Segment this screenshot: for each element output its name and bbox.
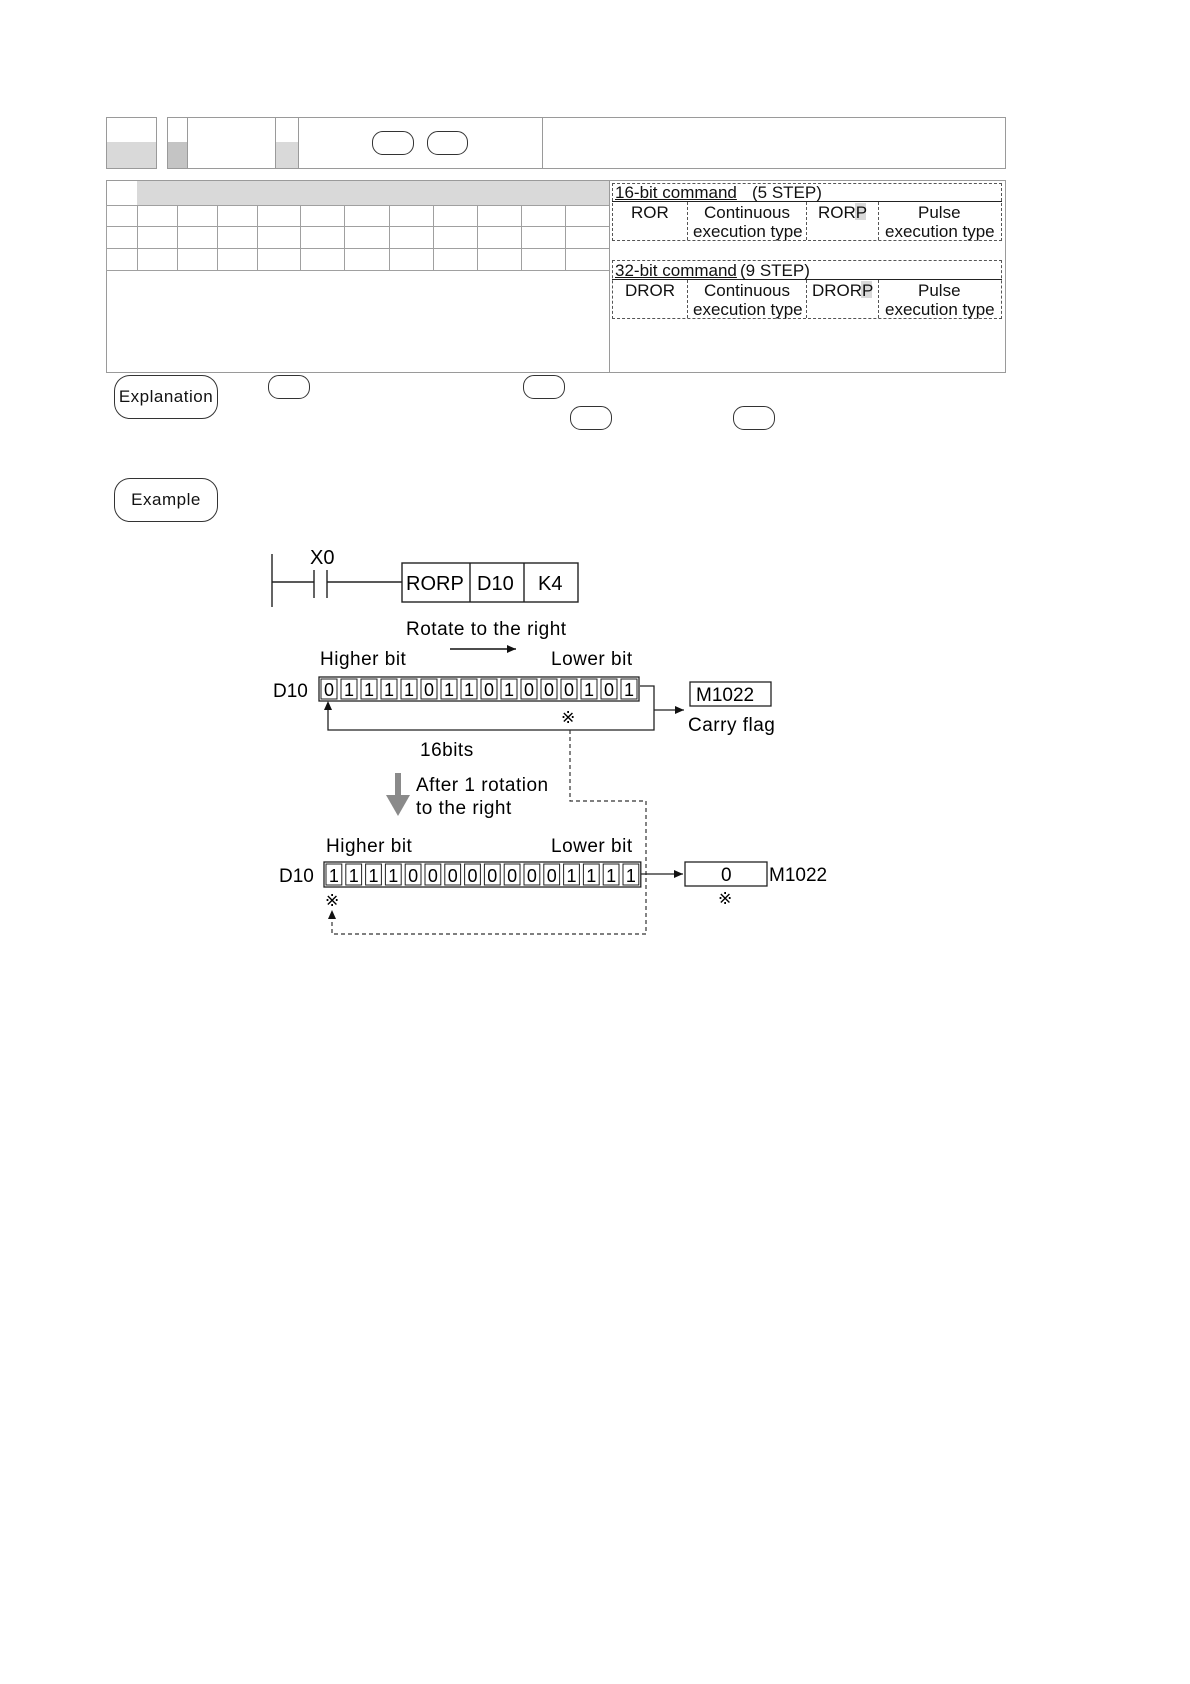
- cmd16-continuous-type-2: execution type: [693, 222, 803, 241]
- rotation-caption-2: to the right: [416, 798, 512, 819]
- bit-after-bit: 0: [487, 866, 498, 886]
- explanation-label: Explanation: [114, 375, 218, 419]
- carry-flag-device-top: M1022: [696, 685, 755, 706]
- feedback-arrow-top-icon: [324, 701, 332, 710]
- register-label-bottom: D10: [279, 866, 314, 887]
- bits-before-register: [319, 677, 639, 701]
- bit-before-bit: 1: [363, 680, 375, 700]
- bit-before-bit: 0: [423, 680, 435, 700]
- cmd16-pulse-type-1: Pulse: [918, 203, 961, 222]
- bit-after-bit: 0: [507, 866, 518, 886]
- bit-after-bit: 1: [328, 866, 339, 886]
- carry-flag-device-bottom: M1022: [769, 865, 828, 886]
- bit-after-bit: 1: [388, 866, 399, 886]
- rotation-caption-1: After 1 rotation: [416, 775, 549, 796]
- instruction-src: D10: [477, 573, 514, 595]
- bit-before-bit: 0: [543, 680, 555, 700]
- rotate-caption: Rotate to the right: [406, 619, 567, 640]
- bit-before-bit: 1: [443, 680, 455, 700]
- bit-after-bit: 1: [586, 866, 597, 886]
- bit-after-bit: 0: [427, 866, 438, 886]
- bit-after-bit: 1: [348, 866, 359, 886]
- bit-after-bit: 1: [606, 866, 617, 886]
- bits-count-label: 16bits: [420, 740, 474, 761]
- higher-bit-label-top: Higher bit: [320, 649, 407, 670]
- bit-before-bit: 0: [563, 680, 575, 700]
- higher-bit-label-bottom: Higher bit: [326, 836, 413, 857]
- carry-transfer-dashed: [332, 730, 646, 934]
- cmd32-pulse-type-1: Pulse: [918, 281, 961, 300]
- cmd16-header: 16-bit command: [615, 183, 737, 202]
- bit-after-bit: 1: [566, 866, 577, 886]
- bit-after-bit: 1: [368, 866, 379, 886]
- lower-bit-label-bottom: Lower bit: [551, 836, 633, 857]
- note-mark-left: ※: [325, 891, 340, 910]
- bit-after-bit: 1: [625, 866, 636, 886]
- bit-before-bit: 1: [503, 680, 515, 700]
- cmd32-steps: (9 STEP): [740, 261, 810, 280]
- register-label-top: D10: [273, 681, 308, 702]
- bit-after-bit: 0: [526, 866, 537, 886]
- cmd16-continuous-name: ROR: [631, 203, 669, 222]
- bit-before-bit: 0: [523, 680, 535, 700]
- bit-before-bit: 1: [463, 680, 475, 700]
- instruction-n: K4: [538, 573, 563, 595]
- bit-after-bit: 0: [467, 866, 478, 886]
- bit-before-bit: 0: [603, 680, 615, 700]
- carry-value: 0: [721, 865, 732, 886]
- bit-before-bit: 1: [583, 680, 595, 700]
- feedback-arrow-bottom-icon: [328, 910, 336, 919]
- note-mark-right: ※: [718, 889, 733, 908]
- cmd32-continuous-type-1: Continuous: [704, 281, 791, 300]
- contact-label: X0: [310, 547, 335, 569]
- cmd32-pulse-name: DRORP: [812, 281, 874, 300]
- cmd32-continuous-name: DROR: [625, 281, 676, 300]
- bit-before-bit: 1: [383, 680, 395, 700]
- bit-before-bit: 0: [483, 680, 495, 700]
- bit-before-bit: 1: [403, 680, 415, 700]
- instruction-op: RORP: [406, 573, 464, 595]
- bit-before-bit: 1: [623, 680, 635, 700]
- cmd16-pulse-name: RORP: [818, 203, 868, 222]
- example-label: Example: [114, 478, 218, 522]
- cmd16-pulse-type-2: execution type: [885, 222, 995, 241]
- carry-flag-label: Carry flag: [688, 715, 776, 736]
- bit-after-bit: 0: [408, 866, 419, 886]
- down-arrow-icon: [386, 773, 410, 816]
- note-mark-top: ※: [561, 708, 576, 727]
- cmd32-header: 32-bit command: [615, 261, 737, 280]
- cmd16-continuous-type-1: Continuous: [704, 203, 791, 222]
- bit-before-bit: 0: [323, 680, 335, 700]
- bit-before-bit: 1: [343, 680, 355, 700]
- lower-bit-label-top: Lower bit: [551, 649, 633, 670]
- cmd32-pulse-type-2: execution type: [885, 300, 995, 319]
- bit-after-bit: 0: [447, 866, 458, 886]
- bits-after-register: [324, 862, 641, 887]
- cmd32-continuous-type-2: execution type: [693, 300, 803, 319]
- bit-after-bit: 0: [546, 866, 557, 886]
- cmd16-steps: (5 STEP): [752, 183, 822, 202]
